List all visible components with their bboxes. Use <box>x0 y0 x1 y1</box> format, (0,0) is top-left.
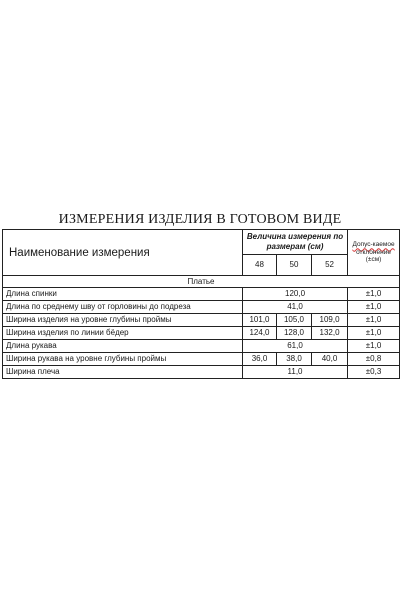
measurement-value-48: 101,0 <box>243 314 277 327</box>
measurement-value: 41,0 <box>243 301 348 314</box>
table-row <box>3 340 400 353</box>
measurement-value-50: 128,0 <box>277 327 312 340</box>
table-row <box>3 288 400 301</box>
tolerance-header-line1: Допус-каемое <box>352 241 395 249</box>
measurement-name: Длина рукава <box>3 340 243 353</box>
size-50-header: 50 <box>277 255 312 276</box>
table-row <box>3 353 400 366</box>
measurement-name: Ширина изделия на уровне глубины проймы <box>3 314 243 327</box>
tolerance-header <box>348 230 400 276</box>
section-row <box>3 276 400 288</box>
measurement-tolerance: ±1,0 <box>348 340 400 353</box>
measurement-name-header: Наименование измерения <box>3 230 243 276</box>
measurement-tolerance: ±1,0 <box>348 314 400 327</box>
table-row <box>3 327 400 340</box>
size-52-header: 52 <box>312 255 348 276</box>
table-row <box>3 314 400 327</box>
measurement-tolerance: ±1,0 <box>348 301 400 314</box>
measurement-value: 11,0 <box>243 366 348 379</box>
measurement-tolerance: ±1,0 <box>348 327 400 340</box>
size-48-header: 48 <box>243 255 277 276</box>
table-row <box>3 366 400 379</box>
table-row <box>3 301 400 314</box>
document-title: ИЗМЕРЕНИЯ ИЗДЕЛИЯ В ГОТОВОМ ВИДЕ <box>58 212 342 227</box>
measurement-name: Длина спинки <box>3 288 243 301</box>
measurement-value: 120,0 <box>243 288 348 301</box>
section-title: Платье <box>3 276 400 288</box>
measurement-value-50: 38,0 <box>277 353 312 366</box>
tolerance-header-line3: (±см) <box>365 256 382 264</box>
measurement-name: Ширина плеча <box>3 366 243 379</box>
measurement-value-48: 124,0 <box>243 327 277 340</box>
measurement-name: Длина по среднему шву от горловины до подреза <box>3 301 243 314</box>
measurement-tolerance: ±0,8 <box>348 353 400 366</box>
tolerance-header-line2: отклонение <box>356 248 391 256</box>
measurement-value-52: 109,0 <box>312 314 348 327</box>
measurement-value-48: 36,0 <box>243 353 277 366</box>
size-group-header: Величина измерения по размерам (см) <box>243 230 348 255</box>
measurement-value-52: 132,0 <box>312 327 348 340</box>
measurement-value: 61,0 <box>243 340 348 353</box>
header-row <box>3 230 400 255</box>
measurement-value-50: 105,0 <box>277 314 312 327</box>
measurements-table <box>2 229 400 379</box>
measurement-name: Ширина рукава на уровне глубины проймы <box>3 353 243 366</box>
measurement-name: Ширина изделия по линии бёдер <box>3 327 243 340</box>
measurement-value-52: 40,0 <box>312 353 348 366</box>
measurement-tolerance: ±1,0 <box>348 288 400 301</box>
measurement-tolerance: ±0,3 <box>348 366 400 379</box>
